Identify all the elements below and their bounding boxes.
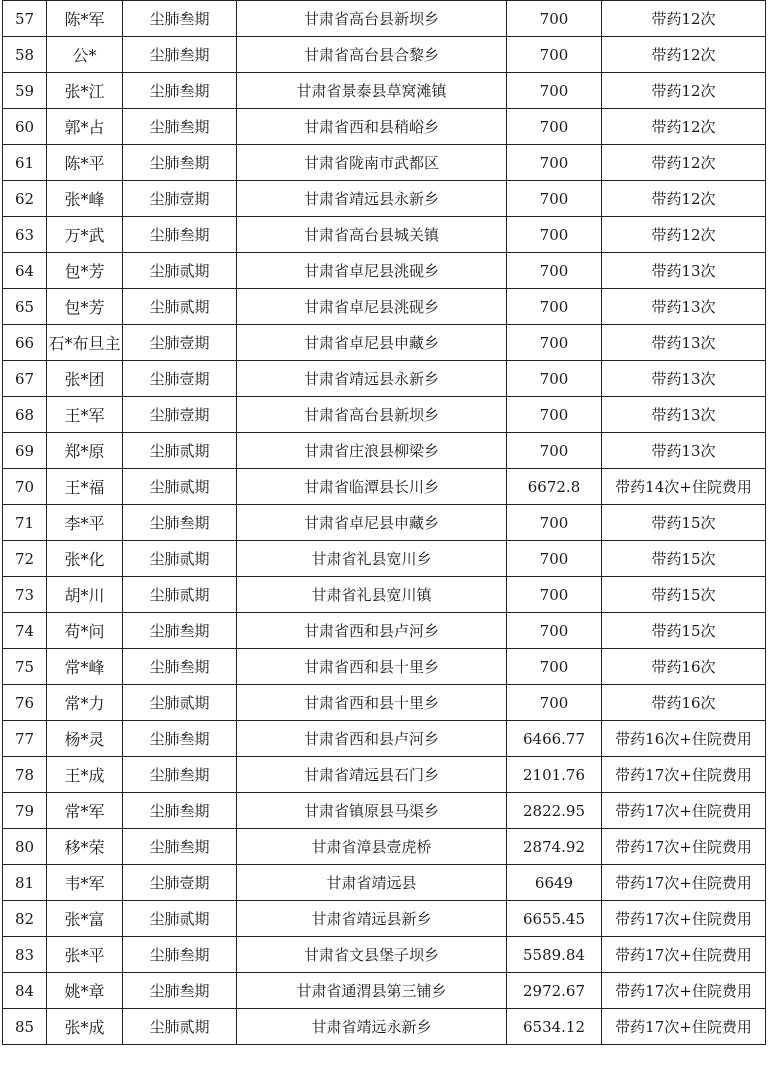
table-row [3,1009,766,1045]
cell-patient-name: 张*化 [47,541,123,577]
cell-treatment-note: 带药12次 [602,37,766,73]
cell-treatment-note: 带药17次+住院费用 [602,901,766,937]
cell-amount: 700 [507,433,602,469]
cell-amount: 6655.45 [507,901,602,937]
cell-patient-name: 张*成 [47,1009,123,1045]
cell-row-number: 65 [3,289,47,325]
cell-patient-name: 常*峰 [47,649,123,685]
table-row [3,109,766,145]
cell-address: 甘肃省西和县十里乡 [237,685,507,721]
cell-address: 甘肃省文县堡子坝乡 [237,937,507,973]
cell-pneumoconiosis-stage: 尘肺叁期 [123,649,237,685]
cell-row-number: 58 [3,37,47,73]
table-row [3,937,766,973]
cell-treatment-note: 带药17次+住院费用 [602,757,766,793]
cell-address: 甘肃省靖远县永新乡 [237,361,507,397]
cell-pneumoconiosis-stage: 尘肺壹期 [123,181,237,217]
cell-amount: 700 [507,505,602,541]
cell-pneumoconiosis-stage: 尘肺叁期 [123,217,237,253]
cell-address: 甘肃省靖远县 [237,865,507,901]
table-row [3,217,766,253]
cell-treatment-note: 带药12次 [602,73,766,109]
cell-amount: 6466.77 [507,721,602,757]
table-row [3,793,766,829]
cell-patient-name: 张*团 [47,361,123,397]
cell-pneumoconiosis-stage: 尘肺叁期 [123,793,237,829]
cell-row-number: 59 [3,73,47,109]
cell-pneumoconiosis-stage: 尘肺叁期 [123,505,237,541]
table-row [3,181,766,217]
cell-amount: 700 [507,289,602,325]
cell-treatment-note: 带药12次 [602,1,766,37]
table-row [3,721,766,757]
cell-row-number: 84 [3,973,47,1009]
cell-treatment-note: 带药13次 [602,433,766,469]
cell-pneumoconiosis-stage: 尘肺贰期 [123,289,237,325]
cell-row-number: 68 [3,397,47,433]
table-row [3,829,766,865]
table-row [3,433,766,469]
cell-amount: 6649 [507,865,602,901]
cell-patient-name: 姚*章 [47,973,123,1009]
cell-pneumoconiosis-stage: 尘肺叁期 [123,109,237,145]
cell-pneumoconiosis-stage: 尘肺贰期 [123,1009,237,1045]
cell-amount: 2972.67 [507,973,602,1009]
cell-address: 甘肃省卓尼县申藏乡 [237,325,507,361]
cell-row-number: 61 [3,145,47,181]
cell-address: 甘肃省卓尼县洮砚乡 [237,289,507,325]
cell-treatment-note: 带药17次+住院费用 [602,829,766,865]
cell-treatment-note: 带药16次 [602,649,766,685]
cell-pneumoconiosis-stage: 尘肺贰期 [123,253,237,289]
table-row [3,865,766,901]
cell-treatment-note: 带药13次 [602,325,766,361]
cell-treatment-note: 带药16次 [602,685,766,721]
cell-row-number: 73 [3,577,47,613]
table-row [3,505,766,541]
cell-row-number: 76 [3,685,47,721]
cell-pneumoconiosis-stage: 尘肺叁期 [123,721,237,757]
cell-patient-name: 韦*军 [47,865,123,901]
cell-patient-name: 王*福 [47,469,123,505]
cell-pneumoconiosis-stage: 尘肺壹期 [123,865,237,901]
cell-row-number: 74 [3,613,47,649]
cell-pneumoconiosis-stage: 尘肺贰期 [123,541,237,577]
cell-patient-name: 包*芳 [47,289,123,325]
table-row [3,397,766,433]
cell-patient-name: 包*芳 [47,253,123,289]
cell-address: 甘肃省漳县壹虎桥 [237,829,507,865]
cell-treatment-note: 带药13次 [602,253,766,289]
cell-patient-name: 郭*占 [47,109,123,145]
cell-treatment-note: 带药15次 [602,541,766,577]
cell-patient-name: 公* [47,37,123,73]
cell-row-number: 78 [3,757,47,793]
cell-treatment-note: 带药12次 [602,217,766,253]
cell-patient-name: 常*军 [47,793,123,829]
table-row [3,649,766,685]
cell-row-number: 79 [3,793,47,829]
cell-row-number: 60 [3,109,47,145]
cell-row-number: 72 [3,541,47,577]
cell-patient-name: 张*峰 [47,181,123,217]
cell-pneumoconiosis-stage: 尘肺贰期 [123,433,237,469]
cell-patient-name: 张*江 [47,73,123,109]
cell-row-number: 82 [3,901,47,937]
cell-amount: 700 [507,325,602,361]
cell-address: 甘肃省靖远永新乡 [237,1009,507,1045]
table-body [3,1,766,1045]
cell-pneumoconiosis-stage: 尘肺壹期 [123,361,237,397]
cell-patient-name: 王*军 [47,397,123,433]
cell-address: 甘肃省高台县合黎乡 [237,37,507,73]
cell-address: 甘肃省靖远县石门乡 [237,757,507,793]
cell-address: 甘肃省礼县宽川乡 [237,541,507,577]
cell-treatment-note: 带药15次 [602,577,766,613]
cell-row-number: 71 [3,505,47,541]
cell-address: 甘肃省通渭县第三铺乡 [237,973,507,1009]
cell-row-number: 64 [3,253,47,289]
table-row [3,973,766,1009]
table-row [3,685,766,721]
cell-row-number: 57 [3,1,47,37]
cell-row-number: 66 [3,325,47,361]
cell-amount: 700 [507,37,602,73]
cell-pneumoconiosis-stage: 尘肺贰期 [123,469,237,505]
cell-patient-name: 苟*问 [47,613,123,649]
cell-patient-name: 石*布旦主 [47,325,123,361]
cell-amount: 6534.12 [507,1009,602,1045]
cell-address: 甘肃省庄浪县柳梁乡 [237,433,507,469]
cell-amount: 700 [507,613,602,649]
table-row [3,577,766,613]
cell-pneumoconiosis-stage: 尘肺壹期 [123,325,237,361]
cell-amount: 700 [507,361,602,397]
cell-treatment-note: 带药15次 [602,505,766,541]
cell-row-number: 67 [3,361,47,397]
cell-address: 甘肃省高台县城关镇 [237,217,507,253]
cell-amount: 2874.92 [507,829,602,865]
cell-amount: 700 [507,253,602,289]
cell-patient-name: 陈*军 [47,1,123,37]
cell-pneumoconiosis-stage: 尘肺叁期 [123,73,237,109]
cell-row-number: 69 [3,433,47,469]
cell-pneumoconiosis-stage: 尘肺叁期 [123,757,237,793]
cell-treatment-note: 带药13次 [602,361,766,397]
cell-address: 甘肃省西和县卢河乡 [237,721,507,757]
cell-row-number: 85 [3,1009,47,1045]
cell-pneumoconiosis-stage: 尘肺贰期 [123,901,237,937]
cell-address: 甘肃省高台县新坝乡 [237,1,507,37]
cell-amount: 2101.76 [507,757,602,793]
cell-row-number: 62 [3,181,47,217]
cell-row-number: 77 [3,721,47,757]
cell-amount: 5589.84 [507,937,602,973]
cell-treatment-note: 带药12次 [602,109,766,145]
cell-pneumoconiosis-stage: 尘肺壹期 [123,397,237,433]
beneficiary-table [2,0,766,1045]
cell-amount: 700 [507,145,602,181]
cell-patient-name: 常*力 [47,685,123,721]
cell-address: 甘肃省西和县稍峪乡 [237,109,507,145]
table-row [3,37,766,73]
cell-amount: 6672.8 [507,469,602,505]
cell-amount: 2822.95 [507,793,602,829]
cell-address: 甘肃省靖远县永新乡 [237,181,507,217]
cell-address: 甘肃省镇原县马渠乡 [237,793,507,829]
cell-address: 甘肃省临潭县长川乡 [237,469,507,505]
cell-address: 甘肃省西和县卢河乡 [237,613,507,649]
cell-amount: 700 [507,649,602,685]
cell-address: 甘肃省景泰县草窝滩镇 [237,73,507,109]
cell-pneumoconiosis-stage: 尘肺叁期 [123,37,237,73]
cell-pneumoconiosis-stage: 尘肺叁期 [123,145,237,181]
cell-patient-name: 张*富 [47,901,123,937]
cell-treatment-note: 带药17次+住院费用 [602,793,766,829]
cell-treatment-note: 带药14次+住院费用 [602,469,766,505]
cell-address: 甘肃省陇南市武都区 [237,145,507,181]
table-row [3,613,766,649]
cell-treatment-note: 带药12次 [602,181,766,217]
cell-row-number: 83 [3,937,47,973]
cell-patient-name: 杨*灵 [47,721,123,757]
cell-address: 甘肃省高台县新坝乡 [237,397,507,433]
cell-amount: 700 [507,73,602,109]
cell-treatment-note: 带药13次 [602,289,766,325]
cell-address: 甘肃省卓尼县申藏乡 [237,505,507,541]
table-row [3,73,766,109]
cell-pneumoconiosis-stage: 尘肺贰期 [123,577,237,613]
cell-amount: 700 [507,541,602,577]
cell-patient-name: 张*平 [47,937,123,973]
beneficiary-table-container [2,0,765,1045]
cell-amount: 700 [507,397,602,433]
cell-address: 甘肃省卓尼县洮砚乡 [237,253,507,289]
cell-row-number: 81 [3,865,47,901]
cell-pneumoconiosis-stage: 尘肺贰期 [123,685,237,721]
table-row [3,289,766,325]
cell-address: 甘肃省靖远县新乡 [237,901,507,937]
cell-amount: 700 [507,217,602,253]
cell-address: 甘肃省礼县宽川镇 [237,577,507,613]
cell-patient-name: 郑*原 [47,433,123,469]
cell-treatment-note: 带药13次 [602,397,766,433]
cell-amount: 700 [507,685,602,721]
cell-treatment-note: 带药15次 [602,613,766,649]
table-row [3,145,766,181]
cell-patient-name: 李*平 [47,505,123,541]
cell-pneumoconiosis-stage: 尘肺叁期 [123,829,237,865]
cell-patient-name: 移*荣 [47,829,123,865]
cell-amount: 700 [507,1,602,37]
cell-row-number: 75 [3,649,47,685]
cell-treatment-note: 带药16次+住院费用 [602,721,766,757]
table-row [3,361,766,397]
table-row [3,541,766,577]
cell-row-number: 70 [3,469,47,505]
cell-treatment-note: 带药17次+住院费用 [602,865,766,901]
cell-patient-name: 万*武 [47,217,123,253]
cell-patient-name: 王*成 [47,757,123,793]
cell-treatment-note: 带药12次 [602,145,766,181]
cell-row-number: 80 [3,829,47,865]
table-row [3,901,766,937]
cell-amount: 700 [507,181,602,217]
cell-patient-name: 陈*平 [47,145,123,181]
cell-pneumoconiosis-stage: 尘肺叁期 [123,937,237,973]
cell-pneumoconiosis-stage: 尘肺叁期 [123,973,237,1009]
cell-treatment-note: 带药17次+住院费用 [602,973,766,1009]
cell-pneumoconiosis-stage: 尘肺叁期 [123,613,237,649]
table-row [3,325,766,361]
cell-amount: 700 [507,577,602,613]
cell-treatment-note: 带药17次+住院费用 [602,1009,766,1045]
cell-amount: 700 [507,109,602,145]
cell-address: 甘肃省西和县十里乡 [237,649,507,685]
cell-treatment-note: 带药17次+住院费用 [602,937,766,973]
cell-pneumoconiosis-stage: 尘肺叁期 [123,1,237,37]
cell-patient-name: 胡*川 [47,577,123,613]
table-row [3,253,766,289]
table-row [3,1,766,37]
cell-row-number: 63 [3,217,47,253]
table-row [3,469,766,505]
table-row [3,757,766,793]
